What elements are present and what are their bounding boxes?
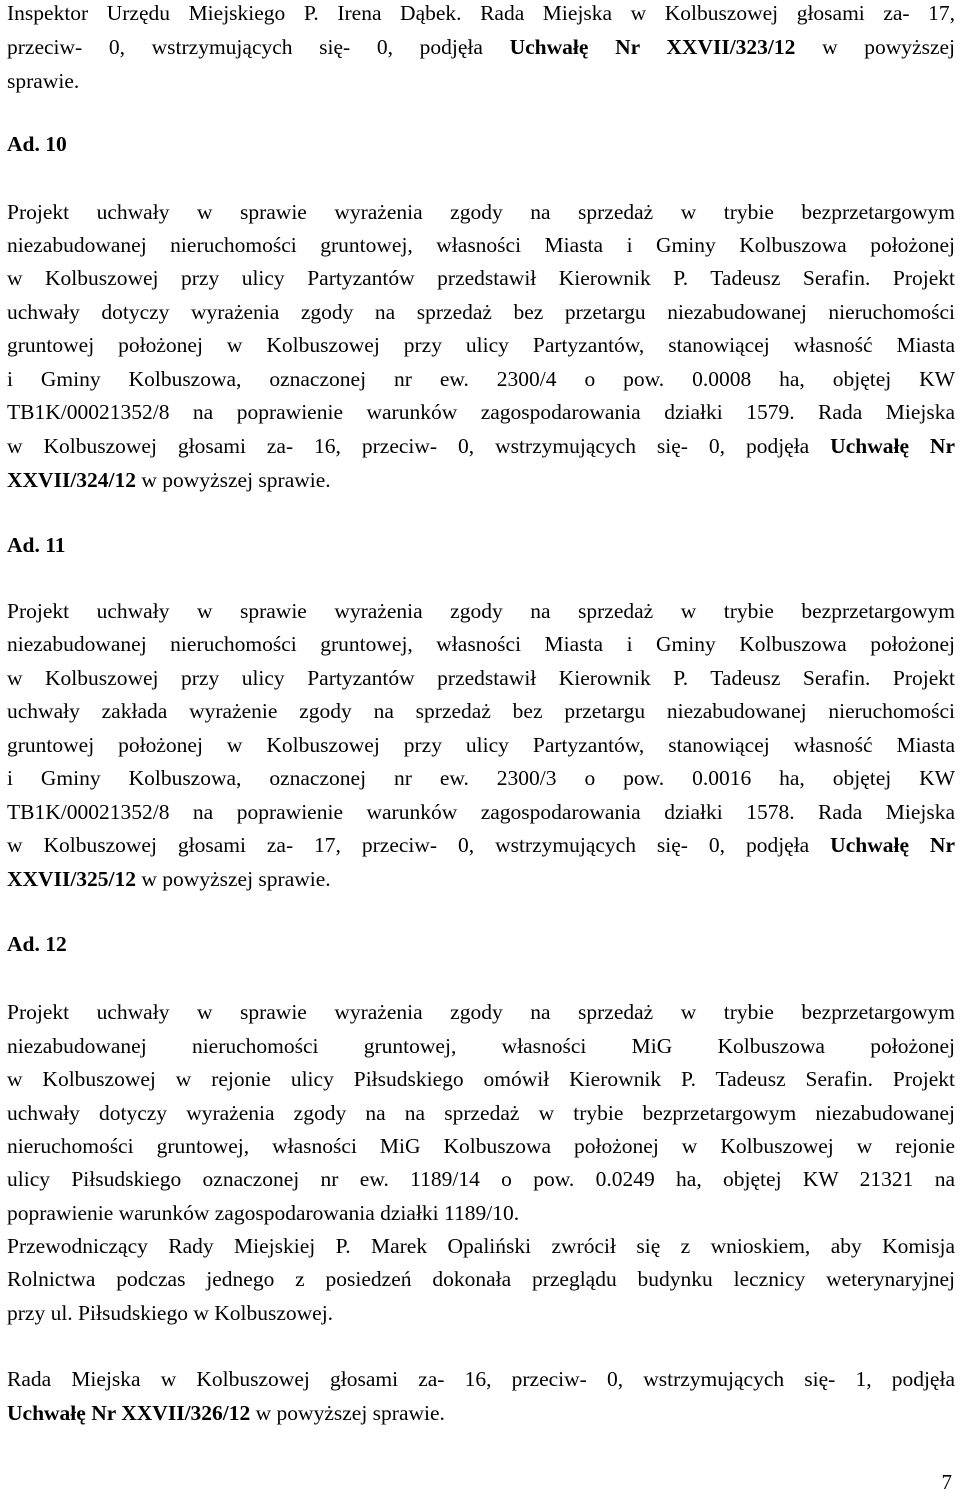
text-line: Rada Miejska w Kolbuszowej głosami za- 16, przeciw- 0, wstrzymujących się- 1, podjęła xyxy=(7,1367,955,1391)
text-span: w Kolbuszowej głosami za- 16, przeciw- 0, wstrzymujących się- 0, podjęła xyxy=(7,434,831,458)
text-line: i Gminy Kolbuszowa, oznaczonej nr ew. 2300/4 o pow. 0.0008 ha, objętej KW xyxy=(7,367,955,391)
resolution-number: Uchwałę Nr xyxy=(830,434,955,458)
text-line: Przewodniczący Rady Miejskiej P. Marek Opaliński zwrócił się z wnioskiem, aby Komisja xyxy=(7,1234,955,1258)
text-span: przeciw- 0, wstrzymujących się- 0, podjęła xyxy=(7,35,510,59)
text-span: w powyższej sprawie. xyxy=(136,867,331,891)
text-span: w Kolbuszowej głosami za- 17, przeciw- 0, wstrzymujących się- 0, podjęła xyxy=(7,833,831,857)
text-line: TB1K/00021352/8 na poprawienie warunków zagospodarowania działki 1579. Rada Miejska xyxy=(7,400,955,424)
section-heading: Ad. 11 xyxy=(7,533,66,557)
text-line: nieruchomości gruntowej, własności MiG Kolbuszowa położonej w Kolbuszowej w rejonie xyxy=(7,1134,955,1158)
text-span: w powyższej sprawie. xyxy=(136,468,331,492)
text-line: Rolnictwa podczas jednego z posiedzeń dokonała przeglądu budynku lecznicy weterynaryjnej xyxy=(7,1267,955,1291)
text-line: w Kolbuszowej w rejonie ulicy Piłsudskiego omówił Kierownik P. Tadeusz Serafin. Projekt xyxy=(7,1067,955,1091)
text-line: przy ul. Piłsudskiego w Kolbuszowej. xyxy=(7,1301,334,1325)
text-line: uchwały dotyczy wyrażenia zgody na na sprzedaż w trybie bezprzetargowym niezabudowanej xyxy=(7,1101,955,1125)
resolution-number: Uchwałę Nr XXVII/326/12 xyxy=(7,1401,251,1425)
text-line: niezabudowanej nieruchomości gruntowej, własności Miasta i Gminy Kolbuszowa położonej xyxy=(7,233,955,257)
text-line: sprawie. xyxy=(7,69,80,93)
text-line: w Kolbuszowej przy ulicy Partyzantów przedstawił Kierownik P. Tadeusz Serafin. Projekt xyxy=(7,266,955,290)
text-line: uchwały zakłada wyrażenie zgody na sprzedaż bez przetargu niezabudowanej nieruchomości xyxy=(7,699,955,723)
resolution-number: XXVII/324/12 xyxy=(7,468,137,492)
text-line xyxy=(7,862,955,896)
resolution-number: Uchwałę Nr xyxy=(830,833,955,857)
text-line: niezabudowanej nieruchomości gruntowej, własności MiG Kolbuszowa położonej xyxy=(7,1034,955,1058)
text-line xyxy=(7,429,955,463)
text-line: poprawienie warunków zagospodarowania działki 1189/10. xyxy=(7,1201,520,1225)
text-line: Projekt uchwały w sprawie wyrażenia zgody na sprzedaż w trybie bezprzetargowym xyxy=(7,599,955,623)
section-heading: Ad. 12 xyxy=(7,932,67,956)
text-line: i Gminy Kolbuszowa, oznaczonej nr ew. 2300/3 o pow. 0.0016 ha, objętej KW xyxy=(7,766,955,790)
text-line: Inspektor Urzędu Miejskiego P. Irena Dąbek. Rada Miejska w Kolbuszowej głosami za- 17, xyxy=(7,1,955,25)
text-line xyxy=(7,463,955,497)
text-line xyxy=(7,1396,955,1430)
text-line: w Kolbuszowej przy ulicy Partyzantów przedstawił Kierownik P. Tadeusz Serafin. Projekt xyxy=(7,666,955,690)
text-line xyxy=(7,828,955,862)
text-line: Projekt uchwały w sprawie wyrażenia zgody na sprzedaż w trybie bezprzetargowym xyxy=(7,200,955,224)
text-line xyxy=(7,30,955,64)
text-span: w powyższej sprawie. xyxy=(250,1401,445,1425)
text-line: uchwały dotyczy wyrażenia zgody na sprzedaż bez przetargu niezabudowanej nieruchomości xyxy=(7,300,955,324)
resolution-number: XXVII/325/12 xyxy=(7,867,137,891)
text-line: Projekt uchwały w sprawie wyrażenia zgody na sprzedaż w trybie bezprzetargowym xyxy=(7,1000,955,1024)
section-heading: Ad. 10 xyxy=(7,132,67,156)
text-span: w powyższej xyxy=(795,35,955,59)
text-line: gruntowej położonej w Kolbuszowej przy ulicy Partyzantów, stanowiącej własność Miasta xyxy=(7,333,955,357)
text-line: niezabudowanej nieruchomości gruntowej, własności Miasta i Gminy Kolbuszowa położonej xyxy=(7,632,955,656)
text-line: TB1K/00021352/8 na poprawienie warunków zagospodarowania działki 1578. Rada Miejska xyxy=(7,800,955,824)
resolution-number: Uchwałę Nr XXVII/323/12 xyxy=(509,35,796,59)
page-number: 7 xyxy=(941,1470,952,1494)
text-line: ulicy Piłsudskiego oznaczonej nr ew. 1189/14 o pow. 0.0249 ha, objętej KW 21321 na xyxy=(7,1167,955,1191)
text-line: gruntowej położonej w Kolbuszowej przy ulicy Partyzantów, stanowiącej własność Miasta xyxy=(7,733,955,757)
